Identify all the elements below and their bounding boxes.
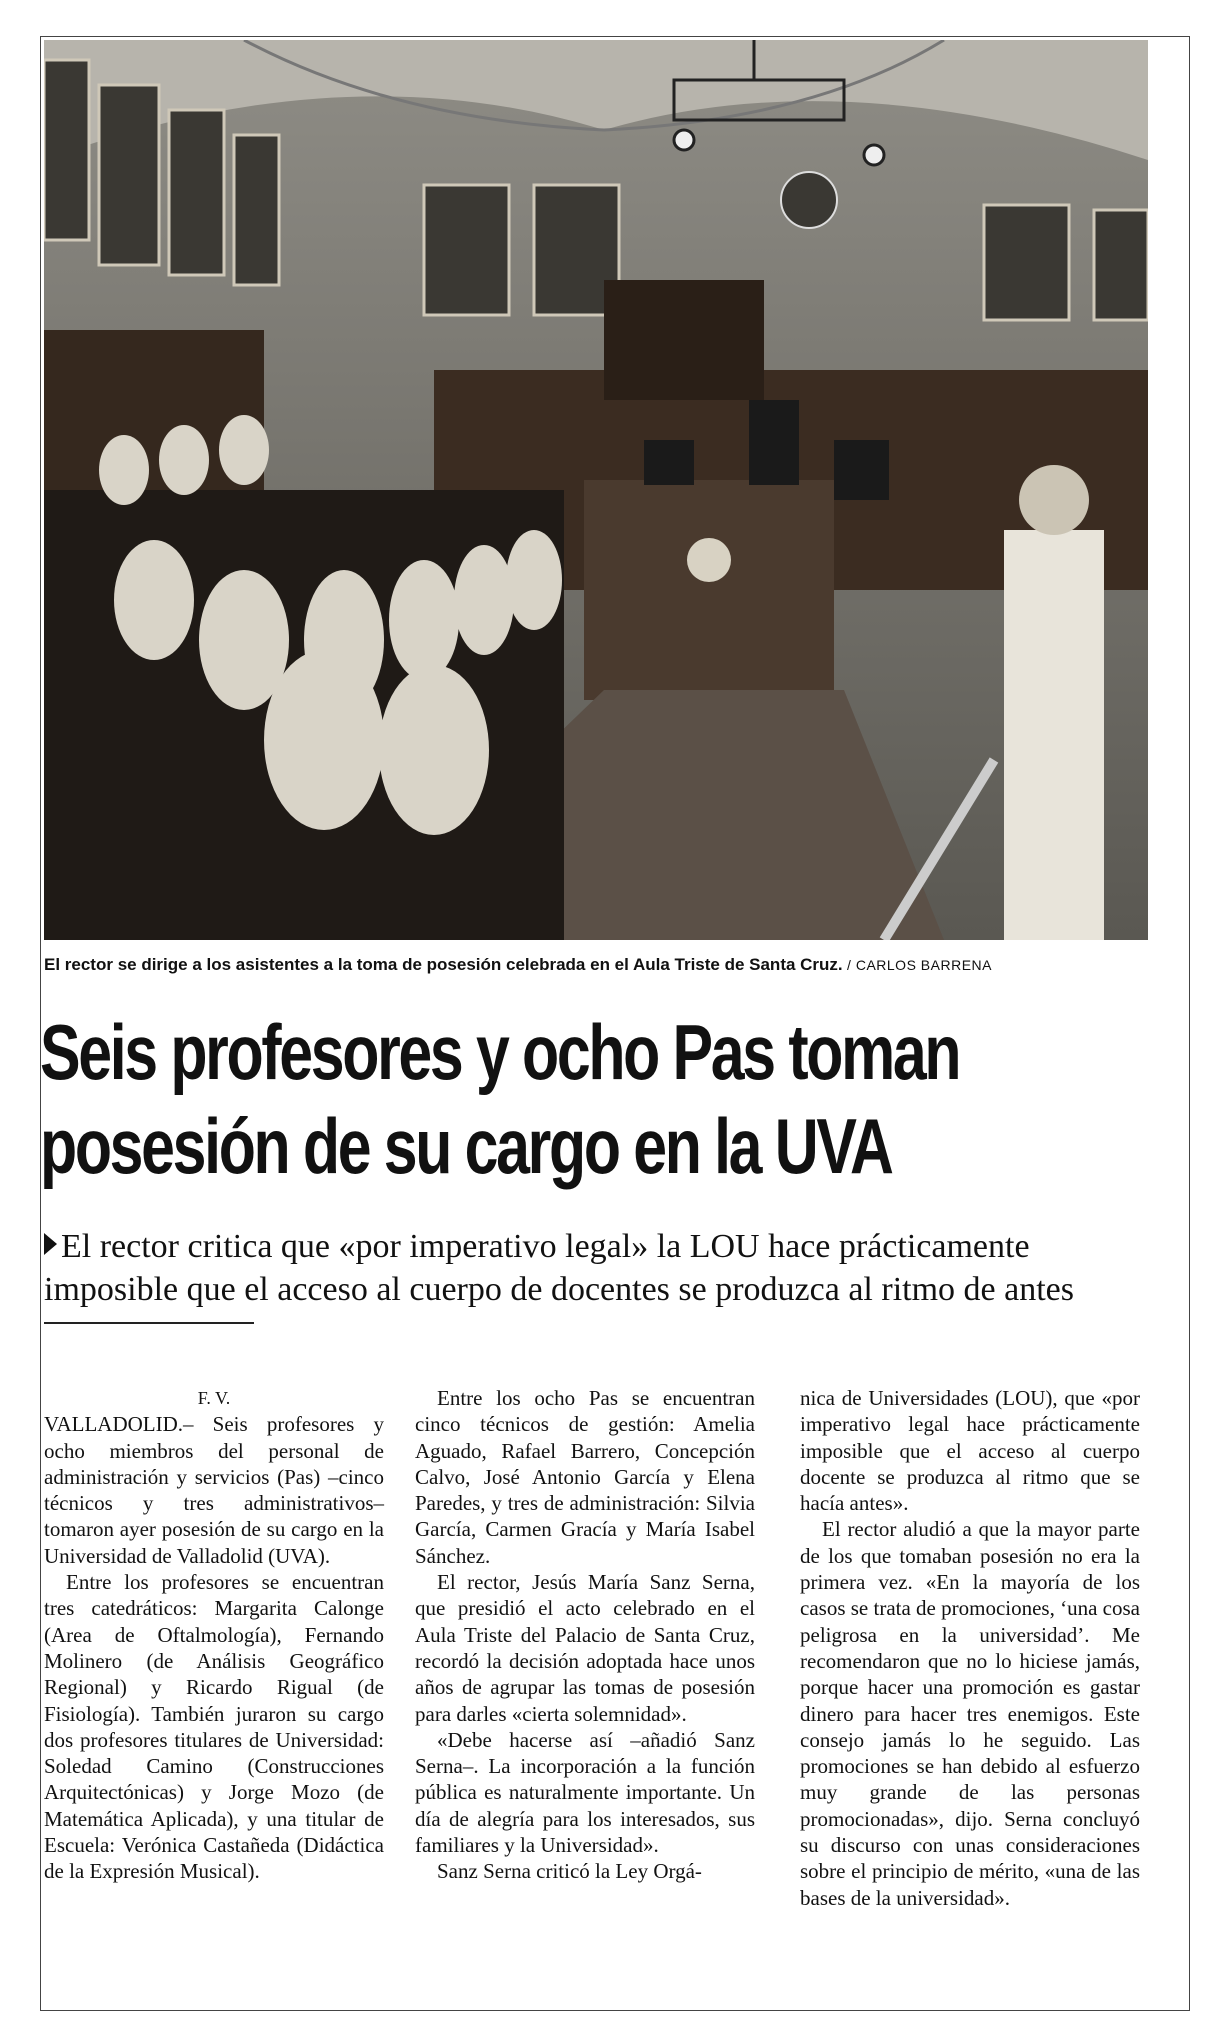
text-column-2 [415, 1385, 755, 1885]
text-column-3 [800, 1385, 1140, 1911]
headline-line-2: posesión de su cargo en la UVA [40, 1102, 892, 1190]
paragraph: «Debe hacerse así –añadió Sanz Serna–. La incorporación a la función pública es naturalmente importante. Un día de alegría para los interesados, sus familiares y la Universidad». [415, 1727, 755, 1858]
text-column-1 [44, 1385, 384, 1885]
play-arrow-icon [44, 1233, 57, 1255]
paragraph: nica de Universidades (LOU), que «por imperativo legal hace prácticamente imposible que el acceso al cuerpo docente se produzca al ritmo que se hacía antes». [800, 1386, 1140, 1516]
subheadline [44, 1225, 1164, 1311]
byline: F. V. [197, 1388, 231, 1408]
hall-illustration [44, 40, 1148, 940]
divider [44, 1322, 254, 1324]
article-photo [44, 40, 1148, 940]
caption-text: El rector se dirige a los asistentes a la toma de posesión celebrada en el Aula Triste de Santa Cruz. [44, 955, 843, 974]
paragraph: Entre los profesores se encuentran tres catedráticos: Margarita Calonge (Area de Oftalmología), Fernando Molinero (de Análisis Geográfico Regional) y Ricardo Rigual (de Fisiología). También juraron su cargo dos profesores titulares de Universidad: Soledad Camino (Construcciones Arquitectónicas) y Jorge Mozo (de Matemática Aplicada), y una titular de Escuela: Verónica Castañeda (Didáctica de la Expresión Musical). [44, 1570, 384, 1884]
paragraph: Entre los ocho Pas se encuentran cinco técnicos de gestión: Amelia Aguado, Rafael Barrero, Concepción Calvo, José Antonio García y Elena Paredes, y tres de administración: Silvia García, Carmen Gracía y María Isabel Sánchez. [415, 1386, 755, 1568]
subhead-line-2: imposible que el acceso al cuerpo de docentes se produzca al ritmo de antes [44, 1271, 1074, 1308]
subhead-line-1: El rector critica que «por imperativo legal» la LOU hace prácticamente [61, 1228, 1030, 1265]
headline-line-1: Seis profesores y ocho Pas toman [40, 1008, 960, 1096]
photo-caption [44, 955, 1154, 975]
paragraph: El rector, Jesús María Sanz Serna, que presidió el acto celebrado en el Aula Triste del Palacio de Santa Cruz, recordó la decisión adoptada hace unos años de agrupar las tomas de posesión para darles «cierta solemnidad». [415, 1570, 755, 1726]
paragraph: VALLADOLID.– Seis profesores y ocho miembros del personal de administración y servicios (Pas) –cinco técnicos y tres administrativos– tomaron ayer posesión de su cargo en la Universidad de Valladolid (UVA). [44, 1412, 384, 1568]
paragraph: El rector aludió a que la mayor parte de los que tomaban posesión no era la primera vez. «En la mayoría de los casos se trata de promociones, ‘una cosa peligrosa en la universidad’. Me recomendaron que no lo hiciese jamás, porque hacer una promoción es gastar dinero para hacer tres enemigos. Este consejo jamás lo he seguido. Las promociones se han debido al esfuerzo muy grande de las personas promocionadas», dijo. Serna concluyó su discurso con unas consideraciones sobre el principio de mérito, «una de las bases de la universidad». [800, 1517, 1140, 1910]
photo-credit: / CARLOS BARRENA [842, 957, 992, 973]
headline [40, 1005, 960, 1193]
paragraph: Sanz Serna criticó la Ley Orgá- [437, 1859, 702, 1884]
